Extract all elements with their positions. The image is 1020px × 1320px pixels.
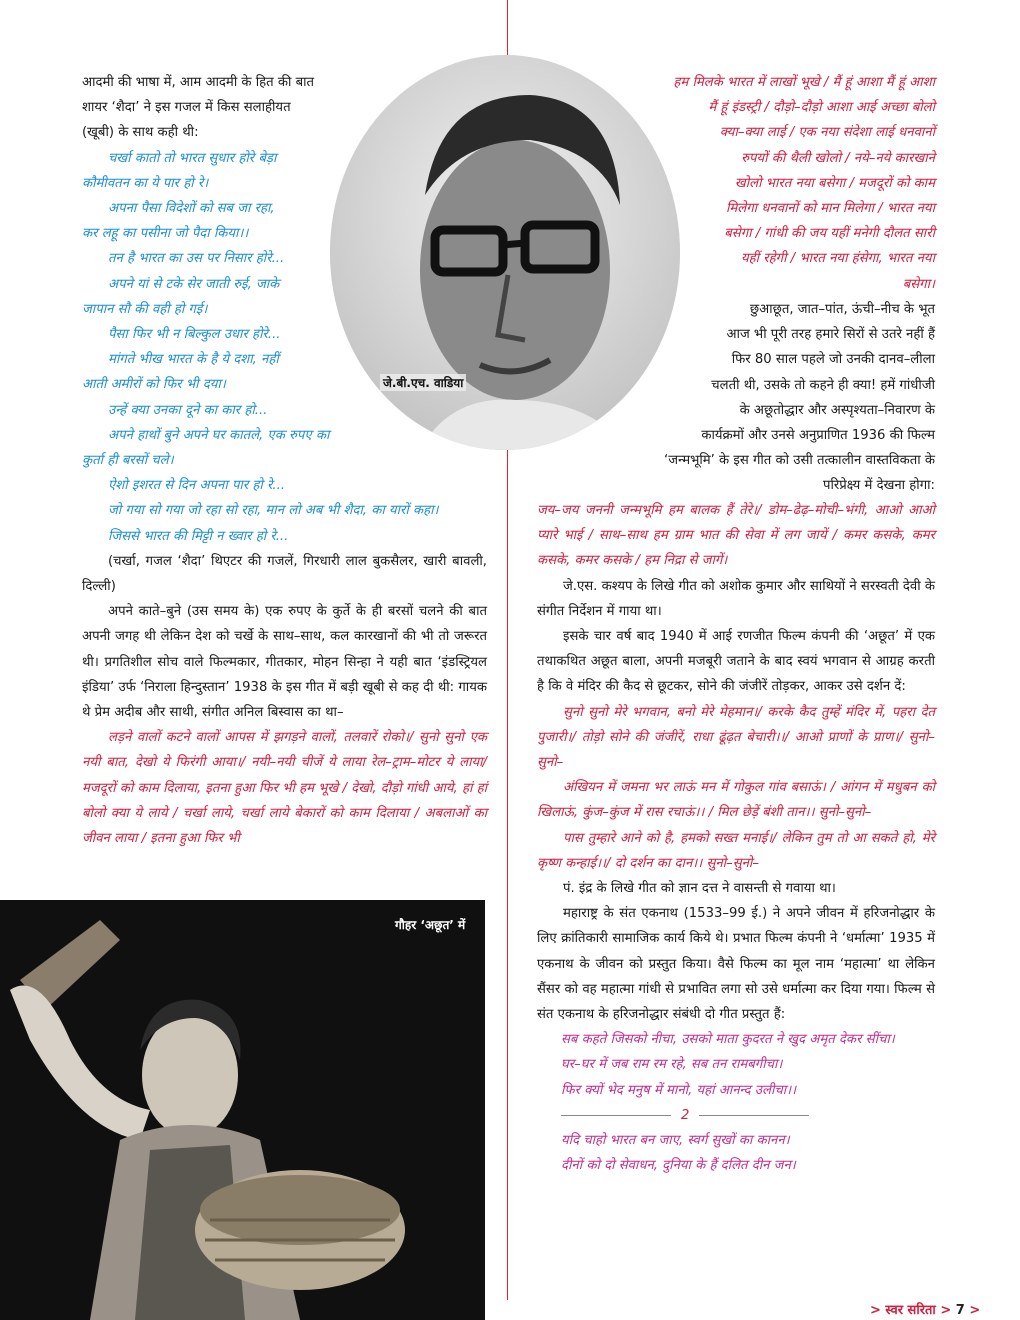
- song-lyrics: पास तुम्हारे आने को है, हमको सख्त मनाई।/ लेकिन तुम तो आ सकते हो, मेरे कृष्ण कन्हाई।।/ दो दर्शन का दान।। सुनो–सुनो–: [537, 830, 935, 871]
- magazine-name: > स्वर सरिता >: [870, 1303, 952, 1318]
- intro-line: आदमी की भाषा में, आम आदमी के हित की बात: [82, 75, 315, 90]
- poem-line: अपने हाथों बुने अपने घर कातले, एक रुपए का: [108, 427, 330, 443]
- poem-line: कर लहू का पसीना जो पैदा किया।।: [82, 226, 249, 242]
- paragraph: पं. इंद्र के लिखे गीत को ज्ञान दत्त ने वासन्ती से गवाया था।: [563, 881, 836, 897]
- poem-line: चर्खा कातो तो भारत सुधार होरे बेड़ा: [108, 150, 277, 166]
- right-paragraph-top: [530, 297, 935, 499]
- poem-line: कुर्ता ही बरसों चले।: [82, 453, 174, 469]
- poem-line: मांगते भीख भारत के है ये दशा, नहीं: [108, 352, 279, 368]
- text-line: क्या–क्या लाई / एक नया संदेशा लाई धनवानों: [719, 125, 935, 141]
- intro-line: (खूबी) के साथ कही थी:: [82, 125, 199, 141]
- separator-rule: [699, 1115, 809, 1116]
- text-line: फिर 80 साल पहले जो उनकी दानव–लीला: [731, 352, 935, 368]
- text-line: ‘जन्मभूमि’ के इस गीत को उसी तत्कालीन वास्तविकता के: [664, 453, 935, 469]
- poem-line: पैसा फिर भी न बिल्कुल उधार होरे...: [108, 327, 281, 343]
- text-line: छुआछूत, जात–पांत, ऊंची–नीच के भूत: [749, 302, 935, 317]
- text-line: कार्यक्रमों और उनसे अनुप्राणित 1936 की फिल्म: [701, 428, 935, 444]
- page-number: 7: [955, 1303, 965, 1318]
- verse-line: फिर क्यों भेद मनुष में मानो, यहां आनन्द उलीचा।।: [561, 1082, 797, 1098]
- text-line: यहीं रहेगी / भारत नया हंसेगा, भारत नया: [741, 251, 935, 267]
- verse-line: सब कहते जिसको नीचा, उसको माता कुदरत ने खुद अमृत देकर सींचा।: [561, 1032, 895, 1048]
- text-line: बसेगा / गांधी की जय यहीं मनेगी दौलत सारी: [724, 226, 935, 242]
- poem-line: ऐशो इशरत से दिन अपना पार हो रे...: [108, 478, 286, 494]
- right-song-continuation: [520, 70, 935, 297]
- poem-line: जिससे भारत की मिट्टी न ख्वार हो रे...: [108, 528, 289, 544]
- text-line: रुपयों की थैली खोलो / नये–नये कारखाने: [741, 150, 935, 166]
- poem-line: जापान सौ की वही हो गई।: [82, 301, 208, 317]
- paragraph: जे.एस. कश्यप के लिखे गीत को अशोक कुमार और साथियों ने सरस्वती देवी के संगीत निर्देशन में गाया था।: [537, 578, 935, 619]
- poem-line: अपना पैसा विदेशों को सब जा रहा,: [108, 201, 275, 217]
- paragraph: महाराष्ट्र के संत एकनाथ (1533–99 ई.) ने अपने जीवन में हरिजनोद्धार के लिए क्रांतिकारी सामाजिक कार्य किये थे। प्रभात फिल्म कंपनी ने ‘धर्मात्मा’ 1935 में एकनाथ के जीवन को प्रस्तुत किया। वैसे फिल्म का मूल नाम ‘महात्मा’ था लेकिन सैंसर को वह महात्मा गांधी से प्रभावित लगा सो उसे धर्मात्मा कर दिया गया। फिल्म से संत एकनाथ के हरिजनोद्धार संबंधी दो गीत प्रस्तुत हैं:: [537, 906, 935, 1023]
- text-line: के अछूतोद्धार और अस्पृश्यता–निवारण के: [739, 402, 935, 418]
- text-line: मैं हूं इंडस्ट्री / दौड़ो–दौड़ो आशा आई अच्छा बोलो: [708, 100, 935, 116]
- verse-separator: [561, 1103, 935, 1128]
- verse-line: दीनों को दो सेवाधन, दुनिया के हैं दलित दीन जन।: [561, 1158, 796, 1174]
- poem-line: अपने यां से टके सेर जाती रुई, जाके: [108, 276, 280, 292]
- text-line: बसेगा।: [902, 276, 935, 292]
- text-line: खोलो भारत नया बसेगा / मजदूरों को काम: [734, 175, 935, 191]
- text-line: आज भी पूरी तरह हमारे सिरों से उतरे नहीं हैं: [726, 327, 935, 343]
- verse-line: घर–घर में जब राम रम रहे, सब तन रामबगीचा।: [561, 1057, 783, 1073]
- page-footer: [870, 1300, 980, 1318]
- separator-number: 2: [681, 1107, 690, 1123]
- poem-line: जो गया सो गया जो रहा सो रहा, मान लो अब भी शैदा, का यारों कहा।: [108, 503, 439, 519]
- portrait-caption: जे.बी.एच. वाडिया: [380, 374, 466, 391]
- song-lyrics: जय–जय जननी जन्मभूमि हम बालक हैं तेरे।/ डोम–ढेढ़–मोची–भंगी, आओ आओ प्यारे भाई / साथ–साथ हम ग्राम भात की सेवा में लग जायें / कमर कसके, कमर कसके, कमर कसके / हम निद्रा से जागें।: [537, 503, 935, 569]
- song-lyrics: अंखियन में जमना भर लाऊं मन में गोकुल गांव बसाऊं। / आंगन में मधुबन को खिलाऊं, कुंज–कुंज में रास रचाऊं।। / मिल छेड़ें बंशी तान।। सुनो–सुनो–: [537, 780, 935, 821]
- song-lyrics: सुनो सुनो मेरे भगवान, बनो मेरे मेहमान।/ करके कैद तुम्हें मंदिर में, पहरा देत पुजारी।/ तोड़ो सोने की जंजीरें, राधा ढूंढ़त बेचारी।।/ आओ प्राणों के प्राण।/ सुनो–सुनो–: [537, 704, 935, 771]
- separator-rule: [561, 1115, 671, 1116]
- text-line: चलती थी, उसके तो कहने ही क्या! हमें गांधीजी: [711, 377, 935, 393]
- text-line: हम मिलके भारत में लाखों भूखे / मैं हूं आशा मैं हूं आशा: [673, 75, 935, 90]
- verse-line: यदि चाहो भारत बन जाए, स्वर्ग सुखों का कानन।: [561, 1133, 790, 1149]
- paragraph: इसके चार वर्ष बाद 1940 में आई रणजीत फिल्म कंपनी की ‘अछूत’ में एक तथाकथित अछूत बाला, अपनी मजबूरी जताने के बाद स्वयं भगवान से आग्रह करती है कि वे मंदिर की कैद से छूटकर, सोने की जंजीरें तोड़कर, आकर उसे दर्शन दें:: [537, 629, 935, 695]
- poem-line: उन्हें क्या उनका दूने का कार हो...: [108, 402, 268, 418]
- poem-line: तन है भारत का उस पर निसार होरे...: [108, 251, 285, 267]
- source-note: (चर्खा, गजल ‘शैदा’ थिएटर की गजलें, गिरधारी लाल बुकसैलर, खारी बावली, दिल्ली): [82, 553, 487, 595]
- footer-arrow: >: [969, 1303, 981, 1318]
- right-column: [537, 498, 935, 1178]
- paragraph: अपने काते–बुने (उस समय के) एक रुपए के कुर्ते के ही बरसों चलने की बात अपनी जगह थी लेकिन देश को चर्खे के साथ–साथ, कल कारखानों की भी तो जरूरत थी। प्रगतिशील सोच वाले फिल्मकार, गीतकार, मोहन सिन्हा ने यही बात ‘इंडस्ट्रियल इंडिया’ उर्फ ‘निराला हिन्दुस्तान’ 1938 के इस गीत में बड़ी खूबी से कह दी थी: गायक थे प्रेम अदीब और साथी, संगीत अनिल बिस्वास का था–: [82, 604, 487, 721]
- song-lyrics: लड़ने वालों कटने वालों आपस में झगड़ने वालों, तलवारें रोको।/ सुनो सुनो एक नयी बात, देखो ये फिरंगी आया।/ नयी–नयी चीजें ये लाया रेल–ट्राम–मोटर ये लाया/ मजदूरों को काम दिलाया, इतना हुआ फिर भी हम भूखे / देखो, दौड़ो गांधी आये, हां हां बोलो क्या ये लाये / चर्खा लाये, चर्खा लाये बेकारों को काम दिलाया / अबलाओं का जीवन लाया / इतना हुआ फिर भी: [82, 730, 487, 847]
- text-line: परिप्रेक्ष्य में देखना होगा:: [822, 478, 935, 494]
- text-line: मिलेगा धनवानों को मान मिलेगा / भारत नया: [725, 201, 935, 217]
- poem-line: कौमीवतन का ये पार हो रे।: [82, 175, 209, 191]
- poem-line: आती अमीरों को फिर भी दया।: [82, 377, 226, 393]
- film-still-caption: गौहर ‘अछूत’ में: [395, 918, 466, 932]
- intro-line: शायर ‘शैदा’ ने इस गजल में किस सलाहीयत: [82, 100, 291, 116]
- film-still-photo: [0, 900, 485, 1320]
